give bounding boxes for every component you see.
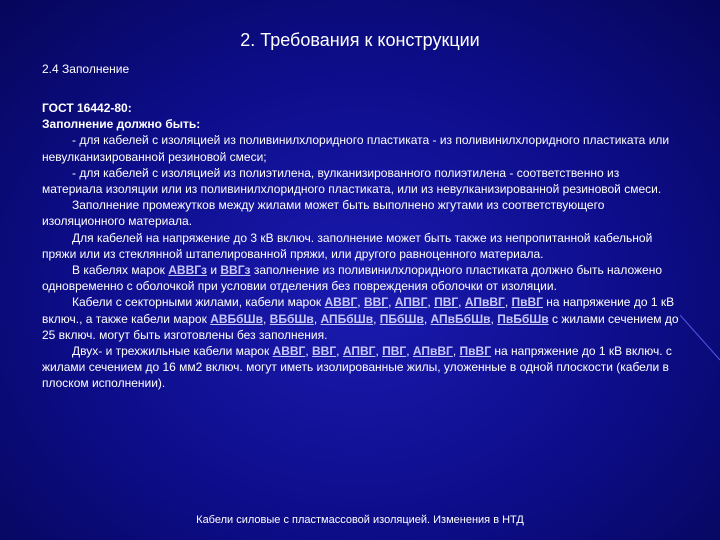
link-apvg[interactable]: АПВГ bbox=[342, 344, 376, 359]
link-pvg[interactable]: ПВГ bbox=[434, 295, 459, 310]
paragraph-flat-cables: Двух- и трехжильные кабели марок АВВГ, ВВГ, АПВГ, ПВГ, АПвВГ, ПвВГ на напряжение до 1 кВ включ. с жилами сечением до 16 мм2 включ. могут иметь изолированные жилы, уложенные в одной плоскости (кабели в плоском исполнении). bbox=[42, 344, 672, 391]
decorative-streak bbox=[680, 315, 720, 375]
link-apvvg[interactable]: АПвВГ bbox=[464, 295, 505, 310]
paragraph-avvgz bbox=[42, 262, 682, 294]
paragraph-gaps: Заполнение промежутков между жилами может быть выполнено жгутами из соответствующего изоляционного материала. bbox=[42, 198, 605, 229]
link-pvvg[interactable]: ПвВГ bbox=[459, 344, 492, 359]
paragraph-3kv: Для кабелей на напряжение до 3 кВ включ. заполнение может быть также из непропитанной кабельной пряжи или из стеклянной штапелированной пряжи, или другого равноценного материала. bbox=[42, 230, 653, 261]
link-avvg[interactable]: АВВГ bbox=[324, 295, 358, 310]
text: с жилами сечением до 25 включ. могут быть изготовлены без заполнения. bbox=[42, 311, 679, 342]
text: заполнение из поливинилхлоридного пластиката должно быть наложено одновременно с оболочкой при условии отделения без повреждения оболочки от изоляции. bbox=[42, 263, 663, 294]
link-vbbshv[interactable]: ВБбШв bbox=[269, 311, 314, 326]
text: Двух- и трехжильные кабели марок bbox=[72, 344, 273, 359]
text: В кабелях марок bbox=[72, 263, 169, 278]
slide-title: 2. Требования к конструкции bbox=[240, 30, 480, 50]
gost-reference: ГОСТ 16442-80: bbox=[42, 101, 132, 115]
link-pvvg[interactable]: ПвВГ bbox=[511, 295, 543, 310]
link-apbbshv[interactable]: АПБбШв bbox=[320, 311, 374, 326]
link-apvbbshv[interactable]: АПвБбШв bbox=[430, 311, 491, 326]
slide-content bbox=[42, 100, 682, 392]
link-avbbshv[interactable]: АВБбШв bbox=[210, 311, 263, 326]
paragraph-pvc: - для кабелей с изоляцией из поливинилхлоридного пластиката - из поливинилхлоридного пластиката или невулканизированной резиновой смеси; bbox=[42, 133, 670, 164]
section-subtitle: 2.4 Заполнение bbox=[42, 62, 130, 76]
link-apvvg[interactable]: АПвВГ bbox=[412, 344, 453, 359]
link-vvg[interactable]: ВВГ bbox=[363, 295, 389, 310]
link-pvg[interactable]: ПВГ bbox=[382, 344, 407, 359]
link-avvg[interactable]: АВВГ bbox=[272, 344, 306, 359]
link-avvgz[interactable]: АВВГз bbox=[168, 263, 207, 278]
link-pbbshv[interactable]: ПБбШв bbox=[379, 311, 424, 326]
slide-footer: Кабели силовые с пластмассовой изоляцией. Изменения в НТД bbox=[196, 514, 524, 526]
text: на напряжение до 1 кВ включ., а также кабели марок bbox=[42, 295, 675, 326]
text: Кабели с секторными жилами, кабели марок bbox=[72, 295, 325, 310]
link-apvg[interactable]: АПВГ bbox=[394, 295, 428, 310]
text: и bbox=[207, 263, 221, 278]
link-pvbbshv[interactable]: ПвБбШв bbox=[497, 311, 549, 326]
content-heading: Заполнение должно быть: bbox=[42, 117, 201, 132]
paragraph-polyethylene: - для кабелей с изоляцией из полиэтилена, вулканизированного полиэтилена - соответственно из материала изоляции или из поливинилхлоридного пластиката, или из невулканизированной резиновой смеси. bbox=[42, 165, 662, 197]
link-vvg[interactable]: ВВГ bbox=[312, 344, 337, 359]
text: на напряжение до 1 кВ включ. с жилами сечением до 16 мм2 включ. могут иметь изолированные жилы, уложенные в одной плоскости (кабели в плоском исполнении). bbox=[42, 344, 672, 391]
link-vvgz[interactable]: ВВГз bbox=[220, 263, 251, 278]
paragraph-sector-cores: Кабели с секторными жилами, кабели марок АВВГ, ВВГ, АПВГ, ПВГ, АПвВГ, ПвВГ на напряжение до 1 кВ включ., а также кабели марок АВБбШв, ВБбШв, АПБбШв, ПБбШв, АПвБбШв, ПвБбШв с жилами сечением до 25 включ. могут быть изготовлены без заполнения. bbox=[42, 295, 679, 342]
